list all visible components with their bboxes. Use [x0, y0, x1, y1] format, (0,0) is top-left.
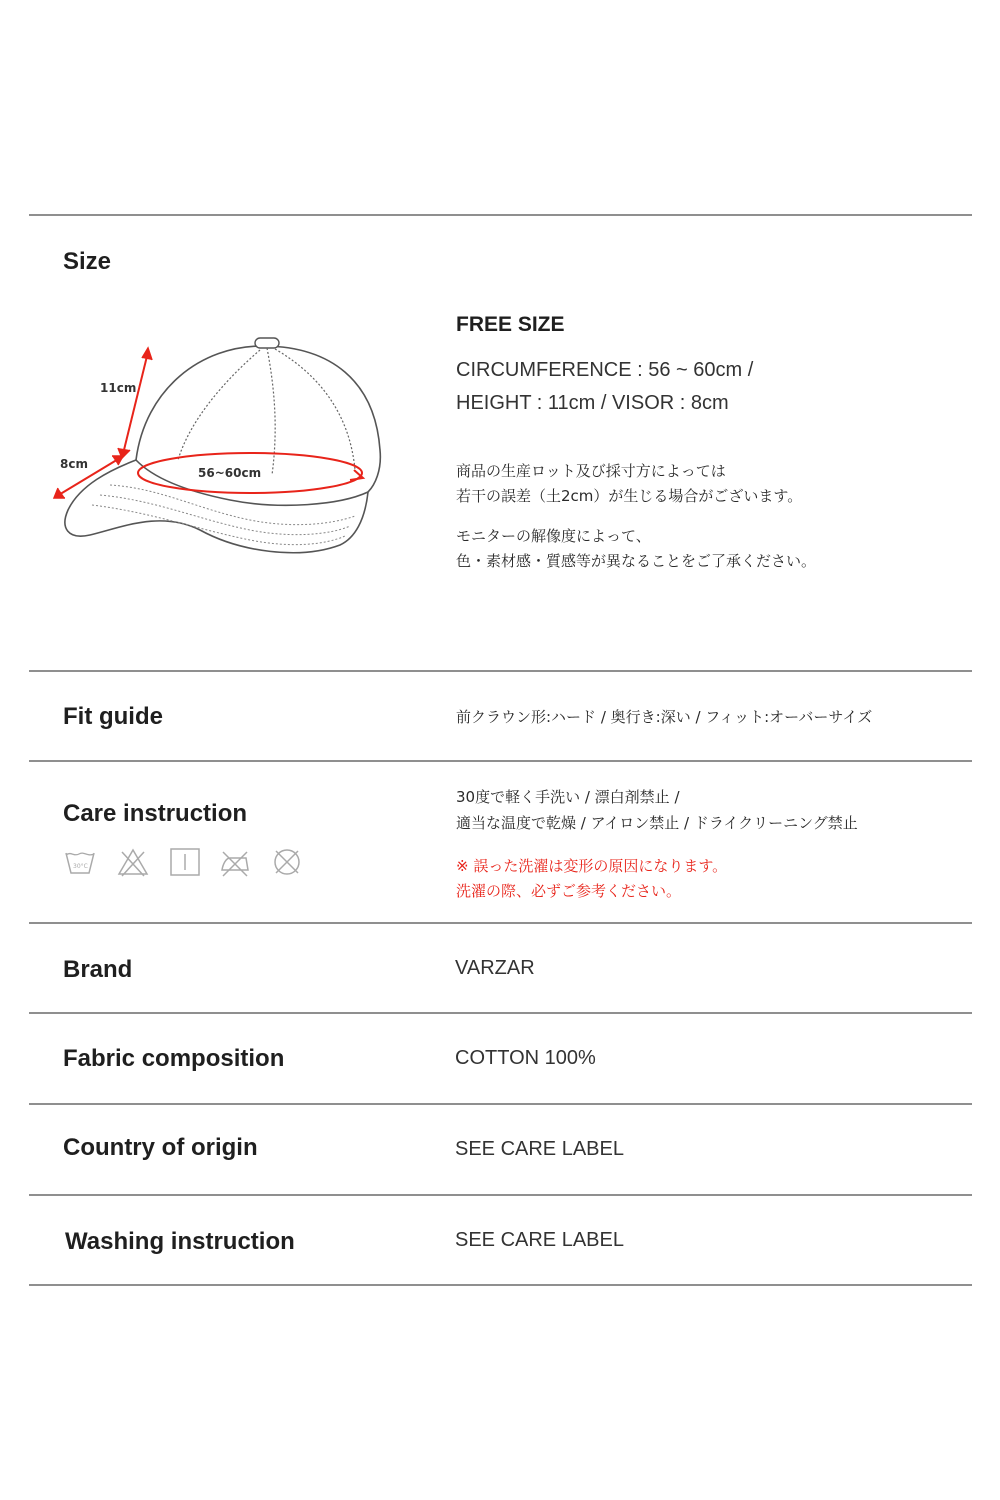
circumference-measure-label: 56~60cm [198, 466, 262, 480]
size-note-lot-1: 商品の生産ロット及び採寸方によっては [456, 462, 726, 480]
washing-instruction-label: Washing instruction [65, 1228, 295, 1255]
size-note-lot-2: 若干の誤差（土2cm）が生じる場合がございます。 [456, 487, 803, 505]
divider-after-brand [29, 1012, 972, 1014]
size-height-visor-line: HEIGHT : 11cm / VISOR : 8cm [456, 392, 729, 414]
line-dry-icon [168, 846, 202, 878]
country-of-origin-value: SEE CARE LABEL [455, 1138, 624, 1160]
divider-bottom [29, 1284, 972, 1286]
no-iron-icon [218, 846, 252, 878]
brand-label: Brand [63, 956, 133, 983]
brand-value: VARZAR [455, 957, 535, 979]
free-size-heading: FREE SIZE [456, 313, 565, 336]
size-label: Size [63, 248, 112, 275]
wash-temp-label: 30°C [73, 863, 88, 870]
divider-after-size [29, 670, 972, 672]
care-icon-row [63, 846, 313, 878]
size-circumference-line: CIRCUMFERENCE : 56 ~ 60cm / [456, 359, 754, 381]
hand-wash-30-icon [63, 846, 97, 878]
care-warning-2: 洗濯の際、必ずご参考ください。 [456, 882, 682, 900]
care-warning-1: ※ 誤った洗濯は変形の原因になります。 [456, 857, 728, 875]
divider-after-origin [29, 1194, 972, 1196]
visor-measure-label: 8cm [60, 457, 88, 471]
size-note-monitor-2: 色・素材感・質感等が異なることをご了承ください。 [456, 552, 817, 570]
fabric-composition-label: Fabric composition [63, 1045, 285, 1072]
divider-after-fit [29, 760, 972, 762]
care-line-1: 30度で軽く手洗い / 漂白剤禁止 / [456, 788, 680, 806]
washing-instruction-value: SEE CARE LABEL [455, 1229, 624, 1251]
fit-guide-label: Fit guide [63, 703, 163, 730]
care-instruction-label: Care instruction [63, 800, 248, 827]
fabric-composition-value: COTTON 100% [455, 1047, 596, 1069]
height-measure-label: 11cm [100, 381, 137, 395]
no-bleach-icon [116, 846, 150, 878]
size-note-monitor-1: モニターの解像度によって、 [456, 527, 651, 545]
divider-after-fabric [29, 1103, 972, 1105]
country-of-origin-label: Country of origin [63, 1134, 258, 1161]
cap-size-diagram [50, 320, 395, 570]
no-dry-clean-icon [270, 846, 304, 878]
divider-after-care [29, 922, 972, 924]
care-line-2: 適当な温度で乾燥 / アイロン禁止 / ドライクリーニング禁止 [456, 814, 858, 832]
divider-top [29, 214, 972, 216]
fit-guide-value: 前クラウン形:ハード / 奥行き:深い / フィット:オーバーサイズ [456, 708, 873, 726]
